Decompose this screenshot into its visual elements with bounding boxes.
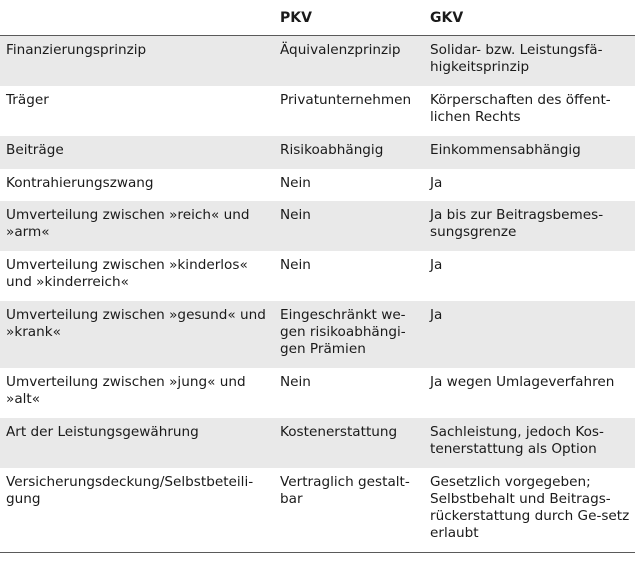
- pkv-cell: Kostenerstattung: [280, 424, 398, 440]
- pkv-cell: Äquivalenzprinzip: [280, 42, 401, 58]
- gkv-cell: Einkommensabhängig: [430, 142, 581, 158]
- gkv-cell: Ja: [430, 257, 443, 273]
- table-row: [0, 86, 635, 136]
- criterion-cell: Umverteilung zwischen »gesund« und »krank«: [6, 307, 266, 340]
- header-gkv: GKV: [430, 10, 464, 26]
- criterion-cell: Art der Leistungsgewährung: [6, 424, 199, 440]
- gkv-cell: Sachleistung, jedoch Kos-tenerstattung als Option: [430, 424, 604, 457]
- table-row: [0, 169, 635, 201]
- table-row: [0, 251, 635, 301]
- gkv-cell: Körperschaften des öffent-lichen Rechts: [430, 92, 611, 125]
- header-row: [0, 0, 635, 36]
- gkv-cell: Ja: [430, 307, 443, 323]
- header-criterion: [0, 0, 276, 36]
- gkv-cell: Gesetzlich vorgegeben; Selbstbehalt und Beitrags-rückerstattung durch Ge-setz erlaubt: [430, 474, 630, 541]
- pkv-cell: Risikoabhängig: [280, 142, 384, 158]
- pkv-cell: Nein: [280, 175, 311, 191]
- pkv-cell: Nein: [280, 374, 311, 390]
- gkv-cell: Ja: [430, 175, 443, 191]
- table-row: [0, 368, 635, 418]
- table-row: [0, 468, 635, 553]
- criterion-cell: Finanzierungsprinzip: [6, 42, 147, 58]
- table-row: [0, 201, 635, 251]
- table-row: [0, 301, 635, 368]
- pkv-cell: Privatunternehmen: [280, 92, 412, 108]
- criterion-cell: Beiträge: [6, 142, 64, 158]
- pkv-cell: Nein: [280, 257, 311, 273]
- gkv-cell: Ja bis zur Beitragsbemes-sungsgrenze: [430, 207, 604, 240]
- criterion-cell: Umverteilung zwischen »kinderlos« und »kinderreich«: [6, 257, 248, 290]
- pkv-cell: Eingeschränkt we-gen risikoabhängi-gen Prämien: [280, 307, 406, 357]
- criterion-cell: Versicherungsdeckung/Selbstbeteili-gung: [6, 474, 254, 507]
- table-row: [0, 418, 635, 468]
- table-row: [0, 136, 635, 169]
- gkv-cell: Ja wegen Umlageverfahren: [430, 374, 615, 390]
- criterion-cell: Umverteilung zwischen »reich« und »arm«: [6, 207, 250, 240]
- pkv-cell: Vertraglich gestalt-bar: [280, 474, 410, 507]
- header-pkv: PKV: [280, 10, 312, 26]
- pkv-cell: Nein: [280, 207, 311, 223]
- criterion-cell: Kontrahierungszwang: [6, 175, 154, 191]
- table-row: [0, 36, 635, 87]
- criterion-cell: Träger: [6, 92, 49, 108]
- gkv-cell: Solidar- bzw. Leistungsfä-higkeitsprinzip: [430, 42, 603, 75]
- criterion-cell: Umverteilung zwischen »jung« und »alt«: [6, 374, 246, 407]
